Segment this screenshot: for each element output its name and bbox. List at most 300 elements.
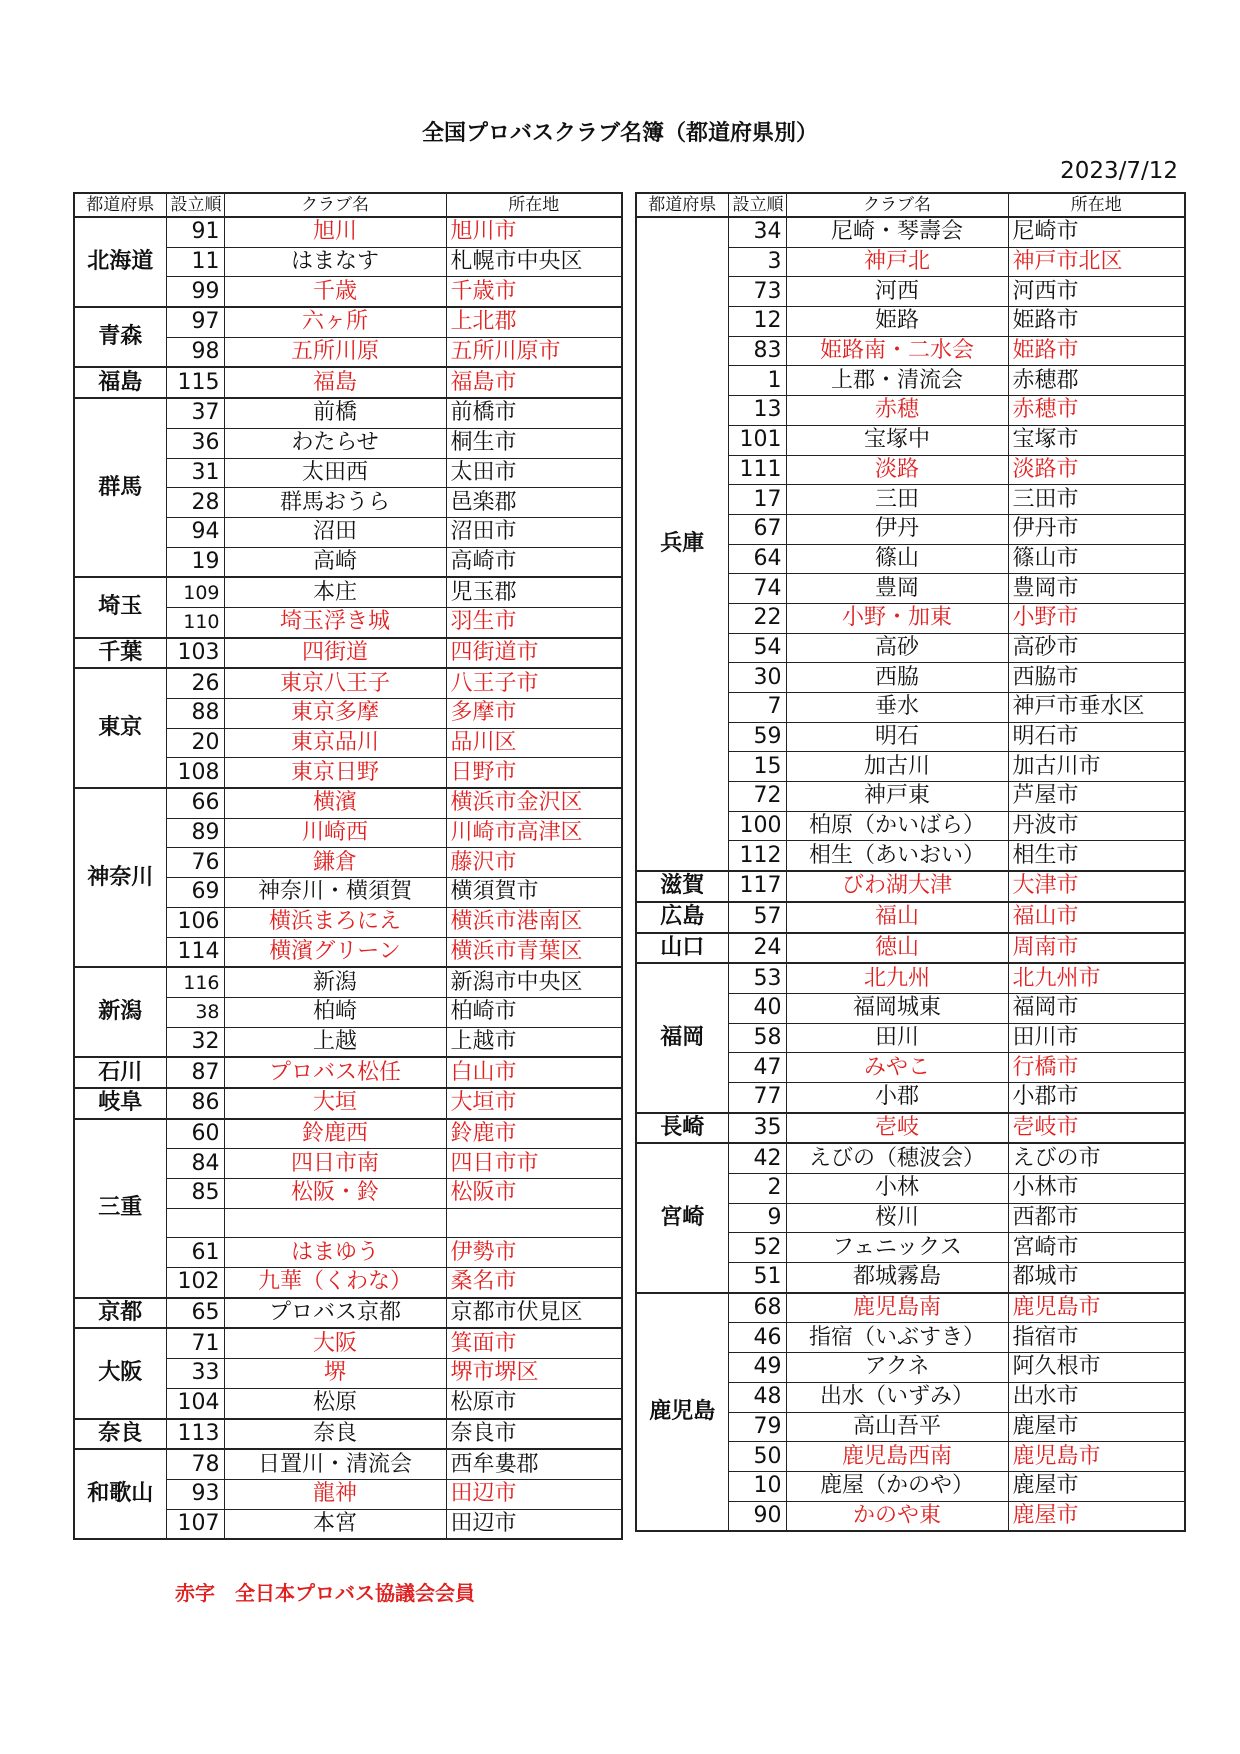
club-name-cell: 奈良 xyxy=(224,1419,446,1450)
table-row xyxy=(74,788,622,818)
order-number-cell: 84 xyxy=(166,1149,224,1179)
order-number-cell: 106 xyxy=(166,907,224,937)
order-number-cell: 108 xyxy=(166,758,224,788)
location-cell: 赤穂郡 xyxy=(1008,366,1185,396)
location-cell: 宝塚市 xyxy=(1008,425,1185,455)
club-name-cell: 田川 xyxy=(786,1023,1008,1053)
table-header-row xyxy=(74,193,622,217)
location-cell: 小郡市 xyxy=(1008,1082,1185,1112)
header-order: 設立順 xyxy=(728,193,786,217)
location-cell: 品川区 xyxy=(446,728,622,758)
order-number-cell: 117 xyxy=(728,871,786,902)
order-number-cell: 10 xyxy=(728,1471,786,1501)
location-cell: 旭川市 xyxy=(446,217,622,247)
club-name-cell: 四街道 xyxy=(224,638,446,669)
location-cell: 指宿市 xyxy=(1008,1323,1185,1353)
order-number-cell: 85 xyxy=(166,1179,224,1209)
order-number-cell: 48 xyxy=(728,1382,786,1412)
order-number-cell: 47 xyxy=(728,1053,786,1083)
location-cell: 鹿屋市 xyxy=(1008,1412,1185,1442)
table-row xyxy=(636,1293,1185,1323)
location-cell: 高砂市 xyxy=(1008,633,1185,663)
location-cell: 鹿屋市 xyxy=(1008,1501,1185,1531)
club-name-cell: 高砂 xyxy=(786,633,1008,663)
order-number-cell: 19 xyxy=(166,547,224,577)
prefecture-cell: 広島 xyxy=(636,902,728,933)
prefecture-cell: 青森 xyxy=(74,307,166,367)
prefecture-cell: 大阪 xyxy=(74,1328,166,1418)
location-cell: 福島市 xyxy=(446,367,622,398)
location-cell: 阿久根市 xyxy=(1008,1353,1185,1383)
order-number-cell: 53 xyxy=(728,963,786,993)
club-name-cell: 豊岡 xyxy=(786,574,1008,604)
order-number-cell: 104 xyxy=(166,1388,224,1418)
club-name-cell: 柏崎 xyxy=(224,997,446,1027)
order-number-cell: 90 xyxy=(728,1501,786,1531)
location-cell: 前橋市 xyxy=(446,398,622,428)
club-name-cell: 明石 xyxy=(786,722,1008,752)
order-number-cell: 73 xyxy=(728,277,786,307)
location-cell: 日野市 xyxy=(446,758,622,788)
club-name-cell: 小郡 xyxy=(786,1082,1008,1112)
location-cell: 多摩市 xyxy=(446,699,622,729)
club-name-cell: 東京多摩 xyxy=(224,699,446,729)
location-cell: 鹿児島市 xyxy=(1008,1293,1185,1323)
club-name-cell xyxy=(224,1208,446,1238)
table-row xyxy=(74,398,622,428)
order-number-cell: 57 xyxy=(728,902,786,933)
table-row xyxy=(74,1419,622,1450)
location-cell: 桑名市 xyxy=(446,1268,622,1298)
header-location: 所在地 xyxy=(446,193,622,217)
club-name-cell: 神奈川・横須賀 xyxy=(224,878,446,908)
order-number-cell: 17 xyxy=(728,485,786,515)
club-name-cell: 松阪・鈴 xyxy=(224,1179,446,1209)
order-number-cell: 35 xyxy=(728,1113,786,1144)
club-name-cell: プロバス松任 xyxy=(224,1057,446,1088)
order-number-cell: 24 xyxy=(728,933,786,964)
order-number-cell: 52 xyxy=(728,1233,786,1263)
club-name-cell: 六ヶ所 xyxy=(224,307,446,337)
order-number-cell: 77 xyxy=(728,1082,786,1112)
order-number-cell: 46 xyxy=(728,1323,786,1353)
order-number-cell: 100 xyxy=(728,811,786,841)
club-name-cell: 高山吾平 xyxy=(786,1412,1008,1442)
order-number-cell: 112 xyxy=(728,841,786,871)
location-cell: 柏崎市 xyxy=(446,997,622,1027)
location-cell: えびの市 xyxy=(1008,1143,1185,1173)
table-row xyxy=(636,963,1185,993)
header-location: 所在地 xyxy=(1008,193,1185,217)
club-name-cell: 垂水 xyxy=(786,693,1008,723)
location-cell: 横浜市青葉区 xyxy=(446,937,622,967)
table-row xyxy=(74,577,622,607)
location-cell: 三田市 xyxy=(1008,485,1185,515)
club-name-cell: フェニックス xyxy=(786,1233,1008,1263)
club-name-cell: 三田 xyxy=(786,485,1008,515)
location-cell: 横浜市金沢区 xyxy=(446,788,622,818)
order-number-cell: 97 xyxy=(166,307,224,337)
club-name-cell: 伊丹 xyxy=(786,514,1008,544)
location-cell: 淡路市 xyxy=(1008,455,1185,485)
location-cell: 四街道市 xyxy=(446,638,622,669)
prefecture-cell: 長崎 xyxy=(636,1113,728,1144)
location-cell: 加古川市 xyxy=(1008,752,1185,782)
order-number-cell: 99 xyxy=(166,277,224,307)
prefecture-cell: 新潟 xyxy=(74,967,166,1057)
table-row xyxy=(636,871,1185,902)
order-number-cell: 64 xyxy=(728,544,786,574)
club-name-cell: 河西 xyxy=(786,277,1008,307)
order-number-cell: 66 xyxy=(166,788,224,818)
club-name-cell: 前橋 xyxy=(224,398,446,428)
order-number-cell: 42 xyxy=(728,1143,786,1173)
location-cell: 姫路市 xyxy=(1008,336,1185,366)
club-name-cell: 本宮 xyxy=(224,1509,446,1539)
location-cell: 伊勢市 xyxy=(446,1238,622,1268)
order-number-cell: 32 xyxy=(166,1027,224,1057)
order-number-cell: 36 xyxy=(166,428,224,458)
location-cell: 都城市 xyxy=(1008,1263,1185,1293)
location-cell: 沼田市 xyxy=(446,517,622,547)
club-name-cell: 太田西 xyxy=(224,458,446,488)
location-cell: 五所川原市 xyxy=(446,337,622,367)
club-name-cell: 鎌倉 xyxy=(224,848,446,878)
club-name-cell: 上越 xyxy=(224,1027,446,1057)
club-name-cell: 大垣 xyxy=(224,1088,446,1119)
order-number-cell: 113 xyxy=(166,1419,224,1450)
location-cell: 京都市伏見区 xyxy=(446,1298,622,1329)
club-name-cell: 松原 xyxy=(224,1388,446,1418)
club-name-cell: 四日市南 xyxy=(224,1149,446,1179)
order-number-cell: 33 xyxy=(166,1359,224,1389)
club-name-cell: びわ湖大津 xyxy=(786,871,1008,902)
prefecture-cell: 奈良 xyxy=(74,1419,166,1450)
club-name-cell: 新潟 xyxy=(224,967,446,997)
header-order: 設立順 xyxy=(166,193,224,217)
table-row xyxy=(636,933,1185,964)
order-number-cell: 111 xyxy=(728,455,786,485)
location-cell: 箕面市 xyxy=(446,1328,622,1358)
order-number-cell: 114 xyxy=(166,937,224,967)
table-row xyxy=(74,217,622,247)
order-number-cell: 40 xyxy=(728,993,786,1023)
legend-note: 赤字 全日本プロバス協議会会員 xyxy=(175,1581,475,1605)
prefecture-cell: 北海道 xyxy=(74,217,166,307)
header-club-name: クラブ名 xyxy=(786,193,1008,217)
location-cell: 白山市 xyxy=(446,1057,622,1088)
table-row xyxy=(74,967,622,997)
location-cell: 奈良市 xyxy=(446,1419,622,1450)
table-row xyxy=(74,1057,622,1088)
location-cell: 田川市 xyxy=(1008,1023,1185,1053)
club-name-cell: 龍神 xyxy=(224,1479,446,1509)
club-name-cell: はまなす xyxy=(224,247,446,277)
table-header-row xyxy=(636,193,1185,217)
location-cell xyxy=(446,1208,622,1238)
location-cell: 周南市 xyxy=(1008,933,1185,964)
location-cell: 千歳市 xyxy=(446,277,622,307)
table-row xyxy=(74,1328,622,1358)
club-name-cell: 神戸東 xyxy=(786,782,1008,812)
table-row xyxy=(74,638,622,669)
club-name-cell: 壱岐 xyxy=(786,1113,1008,1144)
club-name-cell: 上郡・清流会 xyxy=(786,366,1008,396)
location-cell: 宮崎市 xyxy=(1008,1233,1185,1263)
club-name-cell: 福島 xyxy=(224,367,446,398)
header-club-name: クラブ名 xyxy=(224,193,446,217)
location-cell: 丹波市 xyxy=(1008,811,1185,841)
order-number-cell xyxy=(166,1208,224,1238)
order-number-cell: 65 xyxy=(166,1298,224,1329)
order-number-cell: 59 xyxy=(728,722,786,752)
location-cell: 桐生市 xyxy=(446,428,622,458)
location-cell: 神戸市北区 xyxy=(1008,247,1185,277)
location-cell: 田辺市 xyxy=(446,1479,622,1509)
table-row xyxy=(636,1113,1185,1144)
club-name-cell: はまゆう xyxy=(224,1238,446,1268)
location-cell: 相生市 xyxy=(1008,841,1185,871)
order-number-cell: 102 xyxy=(166,1268,224,1298)
order-number-cell: 15 xyxy=(728,752,786,782)
club-name-cell: 小林 xyxy=(786,1174,1008,1204)
club-name-cell: 相生（あいおい） xyxy=(786,841,1008,871)
prefecture-cell: 東京 xyxy=(74,668,166,788)
prefecture-cell: 京都 xyxy=(74,1298,166,1329)
club-name-cell: 福岡城東 xyxy=(786,993,1008,1023)
location-cell: 太田市 xyxy=(446,458,622,488)
club-name-cell: 赤穂 xyxy=(786,396,1008,426)
location-cell: 芦屋市 xyxy=(1008,782,1185,812)
order-number-cell: 67 xyxy=(728,514,786,544)
order-number-cell: 78 xyxy=(166,1449,224,1479)
location-cell: 福岡市 xyxy=(1008,993,1185,1023)
club-name-cell: えびの（穂波会） xyxy=(786,1143,1008,1173)
order-number-cell: 74 xyxy=(728,574,786,604)
order-number-cell: 87 xyxy=(166,1057,224,1088)
club-name-cell: 指宿（いぶすき） xyxy=(786,1323,1008,1353)
location-cell: 鈴鹿市 xyxy=(446,1119,622,1149)
order-number-cell: 26 xyxy=(166,668,224,698)
location-cell: 篠山市 xyxy=(1008,544,1185,574)
order-number-cell: 60 xyxy=(166,1119,224,1149)
order-number-cell: 107 xyxy=(166,1509,224,1539)
order-number-cell: 109 xyxy=(166,577,224,607)
location-cell: 新潟市中央区 xyxy=(446,967,622,997)
location-cell: 壱岐市 xyxy=(1008,1113,1185,1144)
club-name-cell: 沼田 xyxy=(224,517,446,547)
location-cell: 豊岡市 xyxy=(1008,574,1185,604)
location-cell: 鹿児島市 xyxy=(1008,1442,1185,1472)
prefecture-cell: 兵庫 xyxy=(636,217,728,871)
order-number-cell: 3 xyxy=(728,247,786,277)
club-name-cell: 埼玉浮き城 xyxy=(224,607,446,637)
club-name-cell: 堺 xyxy=(224,1359,446,1389)
club-name-cell: 横濱グリーン xyxy=(224,937,446,967)
club-name-cell: 加古川 xyxy=(786,752,1008,782)
order-number-cell: 61 xyxy=(166,1238,224,1268)
prefecture-cell: 福岡 xyxy=(636,963,728,1112)
order-number-cell: 2 xyxy=(728,1174,786,1204)
order-number-cell: 58 xyxy=(728,1023,786,1053)
right-roster-table xyxy=(635,192,1186,1532)
location-cell: 伊丹市 xyxy=(1008,514,1185,544)
club-name-cell: 五所川原 xyxy=(224,337,446,367)
table-row xyxy=(636,1143,1185,1173)
club-name-cell: 千歳 xyxy=(224,277,446,307)
order-number-cell: 12 xyxy=(728,307,786,337)
order-number-cell: 22 xyxy=(728,603,786,633)
order-number-cell: 93 xyxy=(166,1479,224,1509)
prefecture-cell: 神奈川 xyxy=(74,788,166,967)
club-name-cell: 福山 xyxy=(786,902,1008,933)
location-cell: 鹿屋市 xyxy=(1008,1471,1185,1501)
table-row xyxy=(74,668,622,698)
club-name-cell: プロバス京都 xyxy=(224,1298,446,1329)
order-number-cell: 89 xyxy=(166,818,224,848)
prefecture-cell: 滋賀 xyxy=(636,871,728,902)
club-name-cell: 東京八王子 xyxy=(224,668,446,698)
club-name-cell: 高崎 xyxy=(224,547,446,577)
order-number-cell: 76 xyxy=(166,848,224,878)
order-number-cell: 50 xyxy=(728,1442,786,1472)
club-name-cell: 旭川 xyxy=(224,217,446,247)
order-number-cell: 69 xyxy=(166,878,224,908)
prefecture-cell: 三重 xyxy=(74,1119,166,1298)
order-number-cell: 91 xyxy=(166,217,224,247)
location-cell: 札幌市中央区 xyxy=(446,247,622,277)
location-cell: 小野市 xyxy=(1008,603,1185,633)
order-number-cell: 103 xyxy=(166,638,224,669)
location-cell: 小林市 xyxy=(1008,1174,1185,1204)
table-row xyxy=(74,307,622,337)
prefecture-cell: 埼玉 xyxy=(74,577,166,637)
prefecture-cell: 福島 xyxy=(74,367,166,398)
club-name-cell: 宝塚中 xyxy=(786,425,1008,455)
order-number-cell: 31 xyxy=(166,458,224,488)
order-number-cell: 94 xyxy=(166,517,224,547)
location-cell: 高崎市 xyxy=(446,547,622,577)
order-number-cell: 1 xyxy=(728,366,786,396)
location-cell: 福山市 xyxy=(1008,902,1185,933)
document-date: 2023/7/12 xyxy=(1060,158,1178,184)
location-cell: 邑楽郡 xyxy=(446,488,622,518)
location-cell: 川崎市高津区 xyxy=(446,818,622,848)
table-row xyxy=(636,902,1185,933)
club-name-cell: 姫路南・二水会 xyxy=(786,336,1008,366)
location-cell: 明石市 xyxy=(1008,722,1185,752)
prefecture-cell: 山口 xyxy=(636,933,728,964)
left-roster-table xyxy=(73,192,623,1540)
prefecture-cell: 群馬 xyxy=(74,398,166,577)
club-name-cell: 都城霧島 xyxy=(786,1263,1008,1293)
location-cell: 西脇市 xyxy=(1008,663,1185,693)
table-row xyxy=(74,1298,622,1329)
location-cell: 上北郡 xyxy=(446,307,622,337)
location-cell: 神戸市垂水区 xyxy=(1008,693,1185,723)
club-name-cell: 西脇 xyxy=(786,663,1008,693)
prefecture-cell: 和歌山 xyxy=(74,1449,166,1539)
club-name-cell: 神戸北 xyxy=(786,247,1008,277)
club-name-cell: 徳山 xyxy=(786,933,1008,964)
club-name-cell: 柏原（かいばら） xyxy=(786,811,1008,841)
order-number-cell: 49 xyxy=(728,1353,786,1383)
order-number-cell: 98 xyxy=(166,337,224,367)
location-cell: 藤沢市 xyxy=(446,848,622,878)
prefecture-cell: 石川 xyxy=(74,1057,166,1088)
order-number-cell: 110 xyxy=(166,607,224,637)
order-number-cell: 68 xyxy=(728,1293,786,1323)
order-number-cell: 72 xyxy=(728,782,786,812)
club-name-cell: 東京日野 xyxy=(224,758,446,788)
table-row xyxy=(74,367,622,398)
location-cell: 四日市市 xyxy=(446,1149,622,1179)
club-name-cell: 鹿児島西南 xyxy=(786,1442,1008,1472)
location-cell: 北九州市 xyxy=(1008,963,1185,993)
club-name-cell: 群馬おうら xyxy=(224,488,446,518)
page-title: 全国プロバスクラブ名簿（都道府県別） xyxy=(421,121,818,146)
club-name-cell: 横濱 xyxy=(224,788,446,818)
order-number-cell: 9 xyxy=(728,1203,786,1233)
club-name-cell: かのや東 xyxy=(786,1501,1008,1531)
order-number-cell: 20 xyxy=(166,728,224,758)
location-cell: 田辺市 xyxy=(446,1509,622,1539)
club-name-cell: 鹿児島南 xyxy=(786,1293,1008,1323)
club-name-cell: 鈴鹿西 xyxy=(224,1119,446,1149)
order-number-cell: 115 xyxy=(166,367,224,398)
order-number-cell: 30 xyxy=(728,663,786,693)
location-cell: 八王子市 xyxy=(446,668,622,698)
location-cell: 児玉郡 xyxy=(446,577,622,607)
table-row xyxy=(74,1119,622,1149)
order-number-cell: 34 xyxy=(728,217,786,247)
table-row xyxy=(74,1449,622,1479)
header-prefecture: 都道府県 xyxy=(636,193,728,217)
club-name-cell: 東京品川 xyxy=(224,728,446,758)
club-name-cell: 姫路 xyxy=(786,307,1008,337)
club-name-cell: 出水（いずみ） xyxy=(786,1382,1008,1412)
location-cell: 松原市 xyxy=(446,1388,622,1418)
order-number-cell: 79 xyxy=(728,1412,786,1442)
order-number-cell: 51 xyxy=(728,1263,786,1293)
club-name-cell: アクネ xyxy=(786,1353,1008,1383)
header-prefecture: 都道府県 xyxy=(74,193,166,217)
table-row xyxy=(74,1088,622,1119)
location-cell: 大垣市 xyxy=(446,1088,622,1119)
order-number-cell: 11 xyxy=(166,247,224,277)
club-name-cell: 尼崎・琴壽会 xyxy=(786,217,1008,247)
location-cell: 西都市 xyxy=(1008,1203,1185,1233)
location-cell: 姫路市 xyxy=(1008,307,1185,337)
location-cell: 上越市 xyxy=(446,1027,622,1057)
order-number-cell: 86 xyxy=(166,1088,224,1119)
order-number-cell: 38 xyxy=(166,997,224,1027)
location-cell: 行橋市 xyxy=(1008,1053,1185,1083)
club-name-cell: 本庄 xyxy=(224,577,446,607)
club-name-cell: 桜川 xyxy=(786,1203,1008,1233)
location-cell: 大津市 xyxy=(1008,871,1185,902)
order-number-cell: 83 xyxy=(728,336,786,366)
club-name-cell: 篠山 xyxy=(786,544,1008,574)
location-cell: 赤穂市 xyxy=(1008,396,1185,426)
club-name-cell: 日置川・清流会 xyxy=(224,1449,446,1479)
location-cell: 尼崎市 xyxy=(1008,217,1185,247)
prefecture-cell: 千葉 xyxy=(74,638,166,669)
prefecture-cell: 岐阜 xyxy=(74,1088,166,1119)
location-cell: 河西市 xyxy=(1008,277,1185,307)
prefecture-cell: 鹿児島 xyxy=(636,1293,728,1532)
order-number-cell: 7 xyxy=(728,693,786,723)
